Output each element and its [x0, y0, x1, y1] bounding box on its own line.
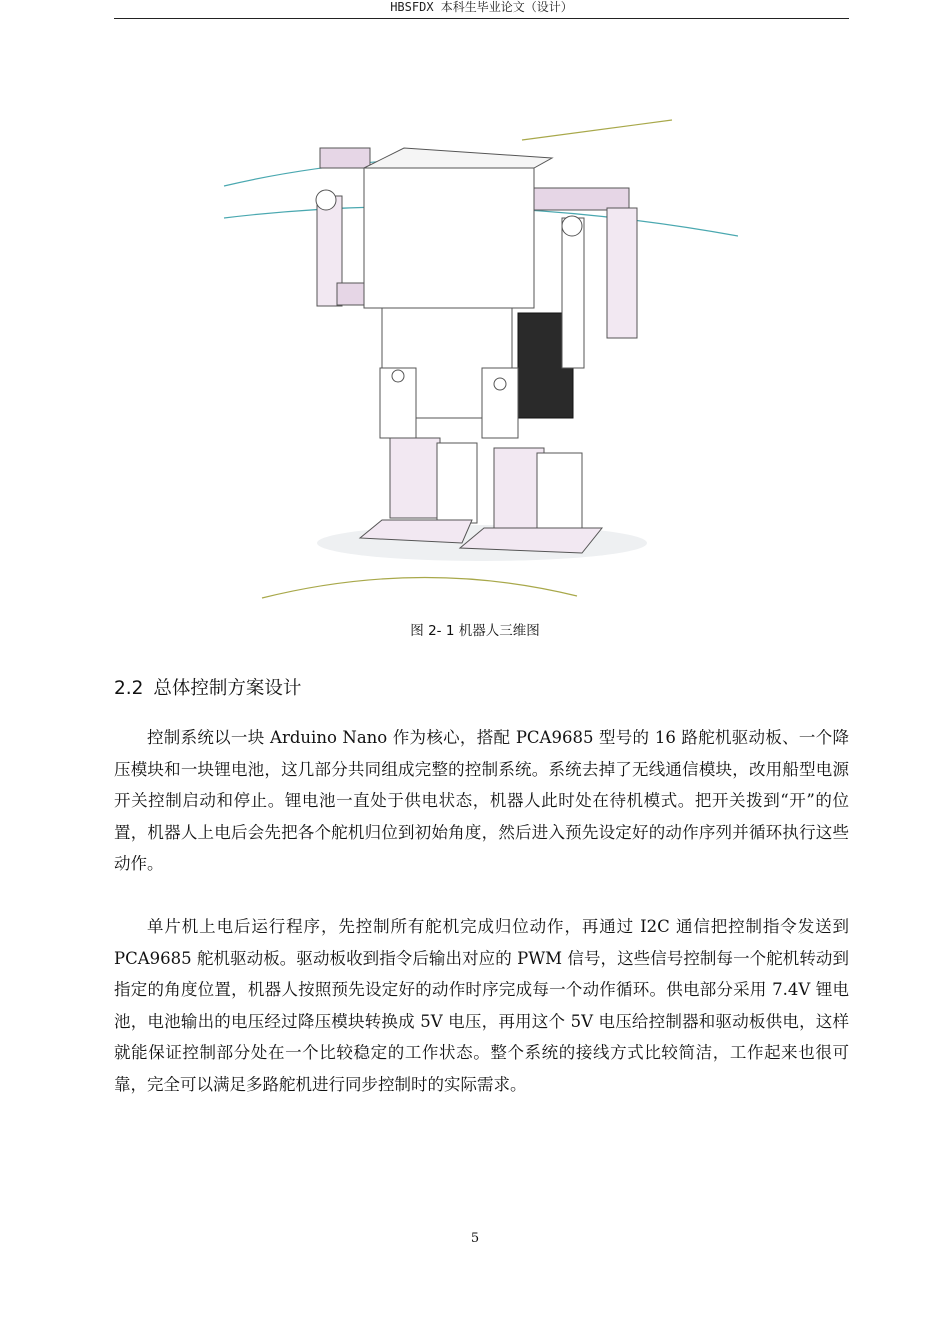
- body-paragraph: 控制系统以一块 Arduino Nano 作为核心，搭配 PCA9685 型号的 16 路舵机驱动板、一个降压模块和一块锂电池，这几部分共同组成完整的控制系统。系统去掉了无线通信模块，改用船型电源开关控制启动和停止。锂电池一直处于供电状态，机器人此时处在待机模式。把开关拨到“开”的位置，机器人上电后会先把各个舵机归位到初始角度，然后进入预先设定好的动作序列并循环执行这些动作。: [114, 728, 849, 874]
- body-paragraph: 单片机上电后运行程序，先控制所有舵机完成归位动作，再通过 I2C 通信把控制指令发送到 PCA9685 舵机驱动板。驱动板收到指令后输出对应的 PWM 信号，这些信号控制每一个舵机转动到指定的角度位置，机器人按照预先设定好的动作时序完成每一个动作循环。供电部分采用 7.4V 锂电池，电池输出的电压经过降压模块转换成 5V 电压，再用这个 5V 电压给控制器和驱动板供电，这样就能保证控制部分处在一个比较稳定的工作状态。整个系统的接线方式比较简洁，工作起来也很可靠，完全可以满足多路舵机进行同步控制时的实际需求。: [114, 917, 849, 1094]
- section-heading: [114, 674, 301, 700]
- running-header: HBSFDX 本科生毕业论文（设计）: [114, 0, 849, 19]
- page-number: 5: [470, 1231, 480, 1246]
- robot-3d-figure: [222, 118, 738, 614]
- figure-caption: 图 2- 1 机器人三维图: [410, 623, 540, 639]
- section-number: 2.2: [114, 678, 144, 699]
- section-title: 总体控制方案设计: [153, 678, 302, 699]
